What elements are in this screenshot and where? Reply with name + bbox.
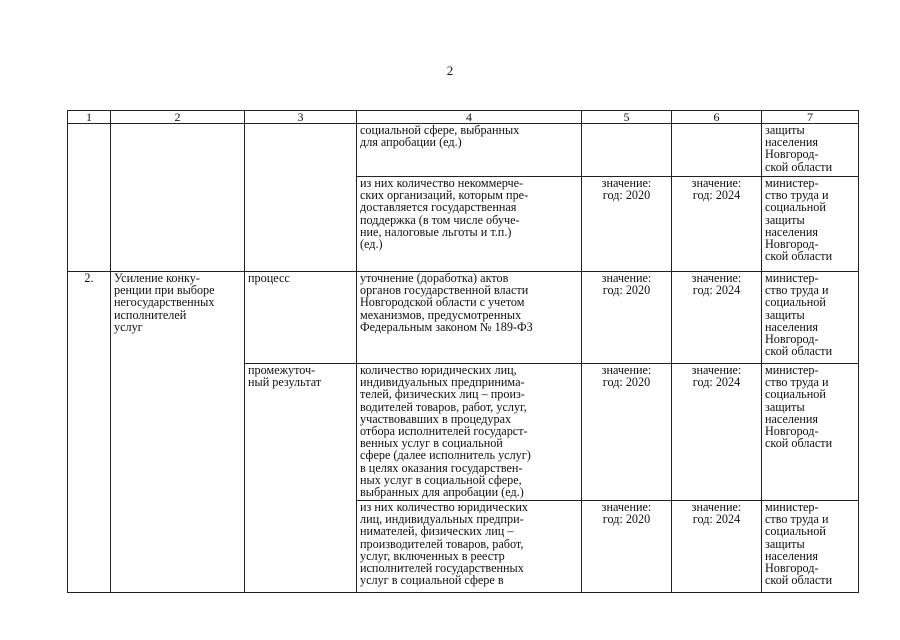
document-table (67, 110, 859, 593)
column-number: 3 (245, 111, 357, 124)
responsible-cell: защиты населения Новгород- ской области (762, 124, 859, 177)
column-number: 7 (762, 111, 859, 124)
responsible-cell: министер- ство труда и социальной защиты населения Новгород- ской области (762, 177, 859, 272)
responsible-cell: министер- ство труда и социальной защиты населения Новгород- ской области (762, 501, 859, 593)
indicator-cell: социальной сфере, выбранных для апробации (ед.) (357, 124, 582, 177)
column-number: 4 (357, 111, 582, 124)
baseline-cell: значение: год: 2020 (582, 501, 672, 593)
table-row (68, 124, 859, 177)
column-number: 6 (672, 111, 762, 124)
indicator-cell: количество юридических лиц, индивидуальных предпринима- телей, физических лиц – произ- водителей товаров, работ, услуг, участвовавших в процедурах отбора исполнителей государст- венных услуг в социальной сфере (далее исполнитель услуг) в целях оказания государствен- ных услуг в социальной сфере, выбранных для апробации (ед.) (357, 364, 582, 501)
column-number: 1 (68, 111, 111, 124)
column-number: 2 (111, 111, 245, 124)
indicator-cell: уточнение (доработка) актов органов государственной власти Новгородской области с учетом механизмов, предусмотренных Федеральным законом № 189-ФЗ (357, 272, 582, 364)
target-cell: значение: год: 2024 (672, 501, 762, 593)
table-row (68, 272, 859, 364)
indicator-cell: из них количество юридических лиц, индивидуальных предпри- нимателей, физических лиц – производителей товаров, работ, услуг, включенных в реестр исполнителей государственных услуг в социальной сфере в (357, 501, 582, 593)
measure-name-cell (111, 124, 245, 272)
page-number: 2 (446, 63, 454, 78)
baseline-cell: значение: год: 2020 (582, 177, 672, 272)
target-cell: значение: год: 2024 (672, 177, 762, 272)
baseline-cell: значение: год: 2020 (582, 272, 672, 364)
indicator-cell: из них количество некоммерче- ских организаций, которым пре- доставляется государственная поддержка (в том числе обуче- ние, налоговые льготы и т.п.) (ед.) (357, 177, 582, 272)
stage-cell: процесс (245, 272, 357, 364)
target-cell: значение: год: 2024 (672, 364, 762, 501)
measure-name-cell: Усиление конку- ренции при выборе негосударственных исполнителей услуг (111, 272, 245, 593)
stage-cell: промежуточ- ный результат (245, 364, 357, 593)
stage-cell (245, 124, 357, 272)
target-cell: значение: год: 2024 (672, 272, 762, 364)
row-number-cell: 2. (68, 272, 111, 593)
column-number-row (68, 111, 859, 124)
target-cell (672, 124, 762, 177)
responsible-cell: министер- ство труда и социальной защиты населения Новгород- ской области (762, 364, 859, 501)
row-number-cell (68, 124, 111, 272)
column-number: 5 (582, 111, 672, 124)
baseline-cell: значение: год: 2020 (582, 364, 672, 501)
baseline-cell (582, 124, 672, 177)
responsible-cell: министер- ство труда и социальной защиты населения Новгород- ской области (762, 272, 859, 364)
